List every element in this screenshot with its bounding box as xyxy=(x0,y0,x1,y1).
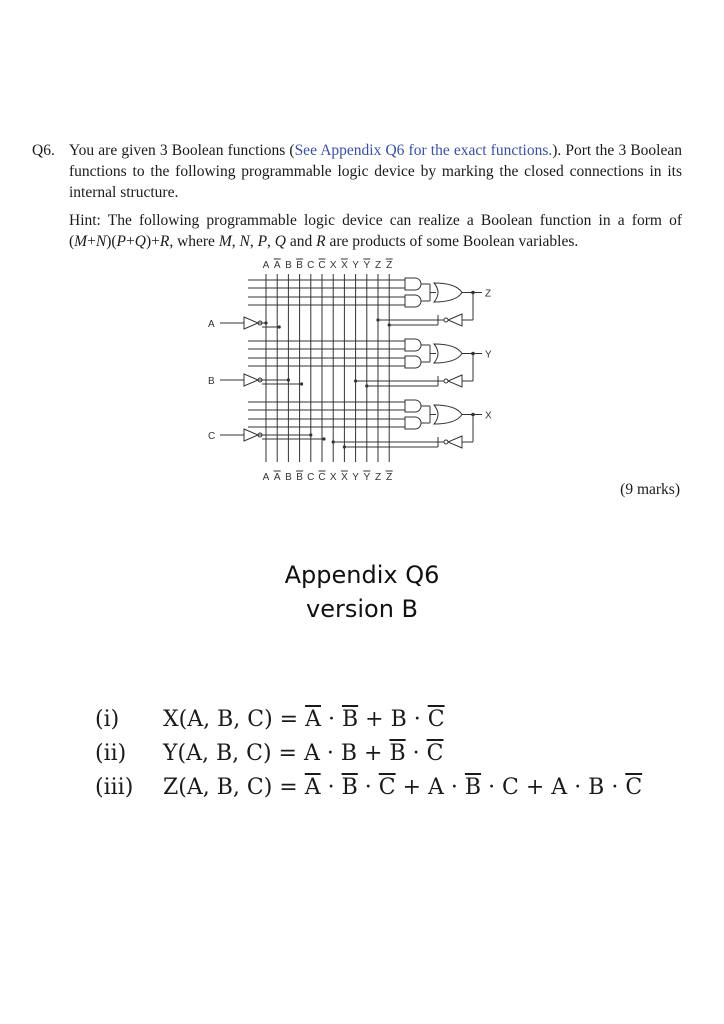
equation-row xyxy=(95,771,642,805)
and-gate xyxy=(405,295,421,307)
column-label: Y xyxy=(352,260,359,271)
appendix-link[interactable]: See Appendix Q6 for the exact functions. xyxy=(294,142,553,159)
column-label: X xyxy=(341,260,348,271)
equation-term: · xyxy=(321,707,342,732)
input-label: C xyxy=(208,431,216,442)
equation-lhs: Z(A, B, C) = xyxy=(163,775,305,800)
and-gate xyxy=(405,356,421,368)
marks-label: (9 marks) xyxy=(620,481,680,498)
complemented-variable: $\overline{C}$ xyxy=(426,741,444,766)
column-label: Z xyxy=(386,260,393,271)
complemented-variable: $\overline{C}$ xyxy=(427,707,445,732)
column-label: Z xyxy=(374,260,382,271)
or-gate xyxy=(434,283,462,302)
buffer-gate xyxy=(448,375,462,387)
column-label: B xyxy=(296,472,303,483)
input-label: B xyxy=(208,376,215,387)
equation-label: (i) xyxy=(95,707,120,732)
junction-dot xyxy=(278,325,281,328)
junction-dot xyxy=(264,321,267,324)
output-label: Y xyxy=(485,349,492,361)
column-label: B xyxy=(285,260,292,271)
junction-dot xyxy=(343,445,346,448)
and-gate xyxy=(405,400,421,412)
column-label: X xyxy=(341,472,348,483)
column-label: Z xyxy=(386,472,393,483)
equation-term: + B · xyxy=(358,707,428,732)
equation-row xyxy=(95,703,642,737)
appendix-title-line2: version B xyxy=(306,595,418,623)
equation-lhs: Y(A, B, C) = xyxy=(163,741,304,766)
complemented-variable: $\overline{A}$ xyxy=(304,775,321,800)
column-label: A xyxy=(273,472,281,483)
junction-dot xyxy=(332,440,335,443)
question-q6 xyxy=(32,140,682,252)
complemented-variable: $\overline{C}$ xyxy=(625,775,643,800)
junction-dot xyxy=(309,433,312,436)
column-label: Z xyxy=(374,472,382,483)
buffer-gate xyxy=(244,374,258,386)
buffer-gate xyxy=(448,314,462,326)
column-label: Y xyxy=(363,260,371,271)
column-label: C xyxy=(318,472,326,483)
input-label: A xyxy=(208,319,215,330)
pld-diagram xyxy=(200,258,510,483)
appendix-title xyxy=(0,558,724,626)
complemented-variable: $\overline{B}$ xyxy=(464,775,482,800)
output-label: Z xyxy=(485,288,492,300)
equation-label: (ii) xyxy=(95,741,127,766)
complemented-variable: $\overline{B}$ xyxy=(389,741,406,766)
inverter-bubble xyxy=(444,379,448,383)
equation-lhs: X(A, B, C) = xyxy=(163,707,306,732)
question-number: Q6. xyxy=(32,142,55,159)
column-label: Y xyxy=(352,472,359,483)
inverter-bubble xyxy=(444,440,448,444)
or-gate xyxy=(434,405,462,424)
and-gate xyxy=(405,278,421,290)
equations-list xyxy=(95,703,642,805)
buffer-gate xyxy=(448,436,462,448)
junction-dot xyxy=(287,378,290,381)
complemented-variable: $\overline{B}$ xyxy=(341,775,358,800)
column-label: Y xyxy=(363,472,371,483)
equation-term: · xyxy=(320,775,342,800)
equation-term: · xyxy=(405,741,427,766)
equation-term: · xyxy=(357,775,379,800)
output-label: X xyxy=(485,410,492,422)
column-label: X xyxy=(329,472,337,483)
column-label: C xyxy=(318,260,326,271)
junction-dot xyxy=(300,382,303,385)
column-label: B xyxy=(285,472,292,483)
equation-term: + A · xyxy=(395,775,465,800)
column-label: A xyxy=(273,260,281,271)
complemented-variable: $\overline{C}$ xyxy=(378,775,396,800)
junction-dot xyxy=(354,379,357,382)
junction-dot xyxy=(376,318,379,321)
junction-dot xyxy=(322,437,325,440)
buffer-gate xyxy=(244,429,258,441)
equation-label: (iii) xyxy=(95,775,134,800)
and-gate xyxy=(405,417,421,429)
column-label: C xyxy=(307,260,315,271)
complemented-variable: $\overline{B}$ xyxy=(341,707,359,732)
and-gate xyxy=(405,339,421,351)
question-body xyxy=(69,140,682,252)
inverter-bubble xyxy=(444,318,448,322)
column-label: X xyxy=(329,260,337,271)
complemented-variable: $\overline{A}$ xyxy=(305,707,321,732)
junction-dot xyxy=(365,384,368,387)
column-label: B xyxy=(296,260,303,271)
equation-term: A · B + xyxy=(303,741,390,766)
junction-dot xyxy=(388,323,391,326)
equation-term: · C + A · B · xyxy=(481,775,626,800)
or-gate xyxy=(434,344,462,363)
equation-row xyxy=(95,737,642,771)
column-label: A xyxy=(262,260,270,271)
buffer-gate xyxy=(244,317,258,329)
column-label: C xyxy=(307,472,315,483)
column-label: A xyxy=(262,472,270,483)
question-text: You are given 3 Boolean functions (See Appendix Q6 for the exact functions.). Port the 3 Boolean functions to the following programmable logic device by marking the closed connections in its internal structure. xyxy=(69,142,682,201)
hint-text: Hint: The following programmable logic device can realize a Boolean function in a form of (M+N)(P+Q)+R, where M, N, P, Q and R are products of some Boolean variables. xyxy=(69,212,682,250)
appendix-title-line1: Appendix Q6 xyxy=(284,561,440,589)
